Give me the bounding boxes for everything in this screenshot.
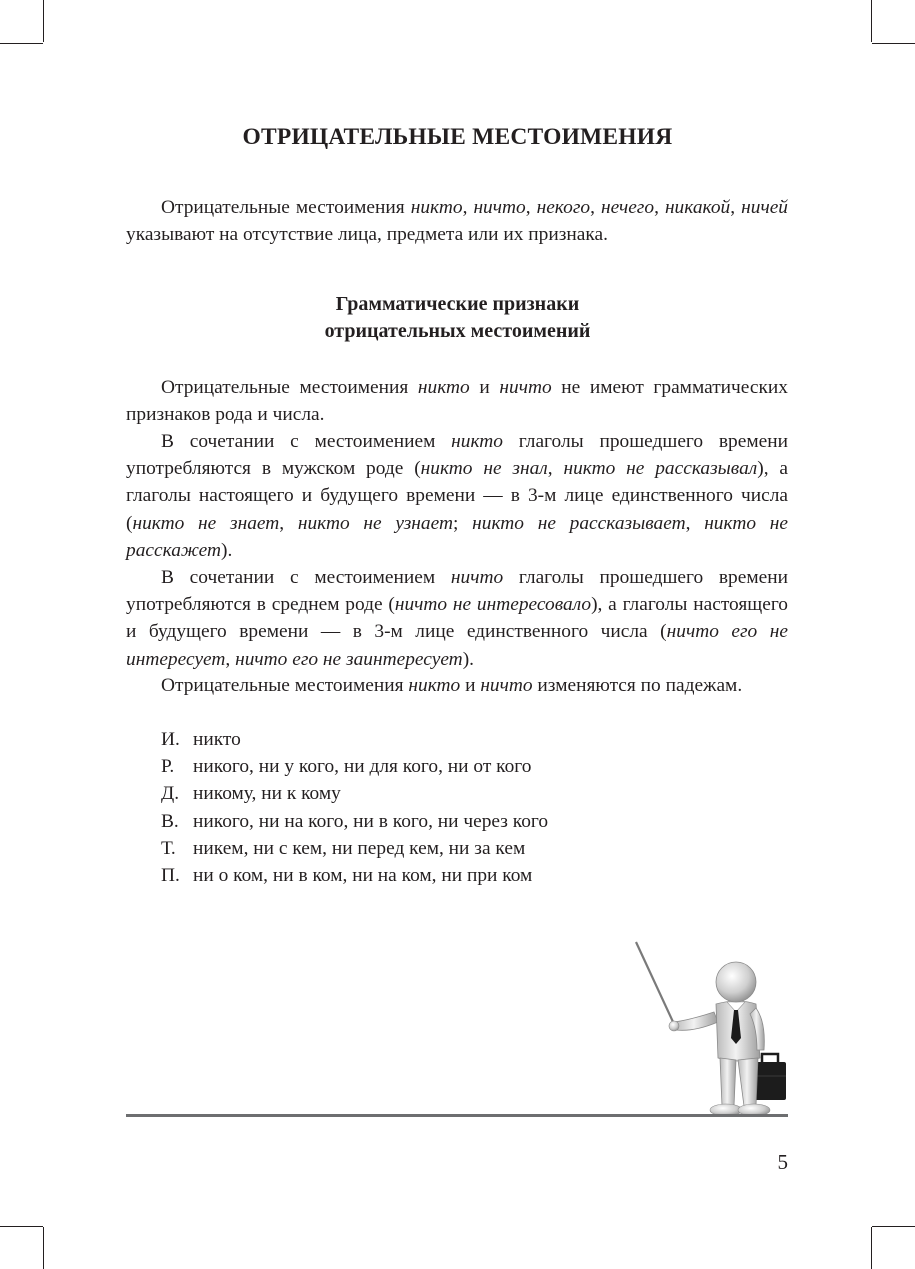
italic-example: никакой — [664, 197, 731, 218]
text-run: , — [462, 197, 474, 218]
text-run: глаголы прошедшего времени употребляются в среднем роде ( — [126, 567, 788, 616]
italic-example: никто не рассказывал — [563, 458, 758, 480]
intro-paragraph — [126, 194, 788, 248]
paragraph-no-gender-number — [126, 374, 788, 428]
text-run: , — [525, 197, 537, 218]
crop-mark — [871, 0, 872, 42]
italic-example: ничто — [450, 567, 504, 588]
italic-example: нечего — [600, 197, 655, 218]
text-run: В сочетании с местоимением — [161, 431, 452, 452]
text-run: Отрицательные местоимения — [161, 377, 418, 398]
text-run: Отрицательные местоимения — [161, 675, 409, 696]
page-number: 5 — [777, 1150, 788, 1174]
italic-example: никто — [408, 675, 461, 696]
teacher-figure-illustration — [630, 938, 795, 1120]
text-run: и — [469, 377, 500, 398]
subtitle-line-2: отрицательных местоимений — [324, 320, 591, 342]
text-run: изменяются по падежам. — [532, 675, 743, 696]
text-run: указывают на отсутствие лица, предмета или их признака. — [126, 224, 608, 246]
italic-example: никто — [451, 431, 503, 452]
case-forms: никто — [193, 729, 241, 750]
text-run: ; — [452, 512, 473, 534]
text-run: и — [460, 675, 481, 696]
crop-mark — [0, 43, 43, 44]
case-abbr: И. — [161, 729, 180, 750]
text-run: , — [590, 197, 601, 218]
text-run: ). — [221, 539, 233, 561]
declension-list — [161, 726, 548, 889]
figure-head — [716, 962, 756, 1002]
crop-mark — [43, 1227, 44, 1269]
case-abbr: Д. — [161, 783, 180, 805]
italic-example: никто не знает — [132, 512, 280, 534]
paragraph-nikto-verbs — [126, 428, 788, 564]
case-forms: никем, ни с кем, ни перед кем, ни за кем — [193, 837, 526, 859]
case-forms: никого, ни у кого, ни для кого, ни от кого — [193, 756, 532, 778]
italic-example: никто не знал — [420, 458, 548, 480]
paragraph-declension — [126, 672, 788, 699]
case-forms: никому, ни к кому — [193, 783, 341, 805]
italic-example: ничто — [499, 377, 552, 398]
case-abbr: Т. — [161, 837, 176, 859]
text-run: Отрицательные местоимения — [161, 197, 411, 218]
text-run: , — [730, 197, 742, 218]
list-item — [161, 753, 548, 780]
crop-mark — [0, 1226, 43, 1227]
case-abbr: В. — [161, 810, 179, 832]
italic-example: никто не рассказывает — [472, 512, 686, 534]
case-abbr: Р. — [161, 756, 175, 778]
italic-example: ничто не интересовало — [394, 594, 592, 616]
section-subtitle — [0, 291, 915, 345]
text-run: ), а глаголы настоящего и будущего времени — в 3-м лице единственного числа ( — [126, 458, 788, 534]
text-run: , — [685, 512, 705, 534]
crop-mark — [872, 1226, 915, 1227]
case-forms: никого, ни на кого, ни в кого, ни через кого — [193, 810, 549, 832]
case-forms: ни о ком, ни в ком, ни на ком, ни при ком — [193, 865, 533, 887]
crop-mark — [871, 1227, 872, 1269]
italic-example: ничто — [480, 675, 533, 696]
italic-example: никто — [410, 197, 463, 218]
crop-mark — [872, 43, 915, 44]
italic-example: ничто его не заинтересует — [235, 648, 463, 670]
subtitle-line-1: Грамматические признаки — [335, 293, 580, 315]
italic-example: никто не расскажет — [126, 512, 788, 561]
list-item — [161, 726, 548, 753]
text-run: глаголы прошедшего времени употребляются в мужском роде ( — [126, 431, 788, 480]
text-run: , — [654, 197, 665, 218]
briefcase-icon — [754, 1062, 786, 1100]
text-run: В сочетании с местоимением — [161, 567, 451, 588]
case-abbr: П. — [161, 865, 180, 887]
italic-example: ничто — [473, 197, 526, 218]
paragraph-nichto-verbs — [126, 564, 788, 673]
page-title: ОТРИЦАТЕЛЬНЫЕ МЕСТОИМЕНИЯ — [242, 124, 673, 150]
text-run: не имеют грамматических признаков рода и числа. — [126, 377, 788, 426]
list-item — [161, 780, 548, 807]
italic-example: ничей — [741, 197, 789, 218]
footer-rule — [126, 1114, 788, 1117]
text-run: , — [547, 458, 564, 480]
text-run: , — [279, 512, 298, 534]
list-item — [161, 862, 548, 889]
list-item — [161, 835, 548, 862]
italic-example: никто не узнает — [297, 512, 453, 534]
italic-example: некого — [536, 197, 591, 218]
crop-mark — [43, 0, 44, 42]
text-run: ). — [462, 648, 474, 670]
pointer-stick — [636, 942, 674, 1024]
italic-example: ничто его не интересует — [126, 621, 788, 670]
list-item — [161, 808, 548, 835]
italic-example: никто — [417, 377, 470, 398]
text-run: , — [225, 648, 236, 670]
text-run: ), а глаголы настоящего и будущего времени — в 3-м лице единственного числа ( — [126, 594, 788, 643]
